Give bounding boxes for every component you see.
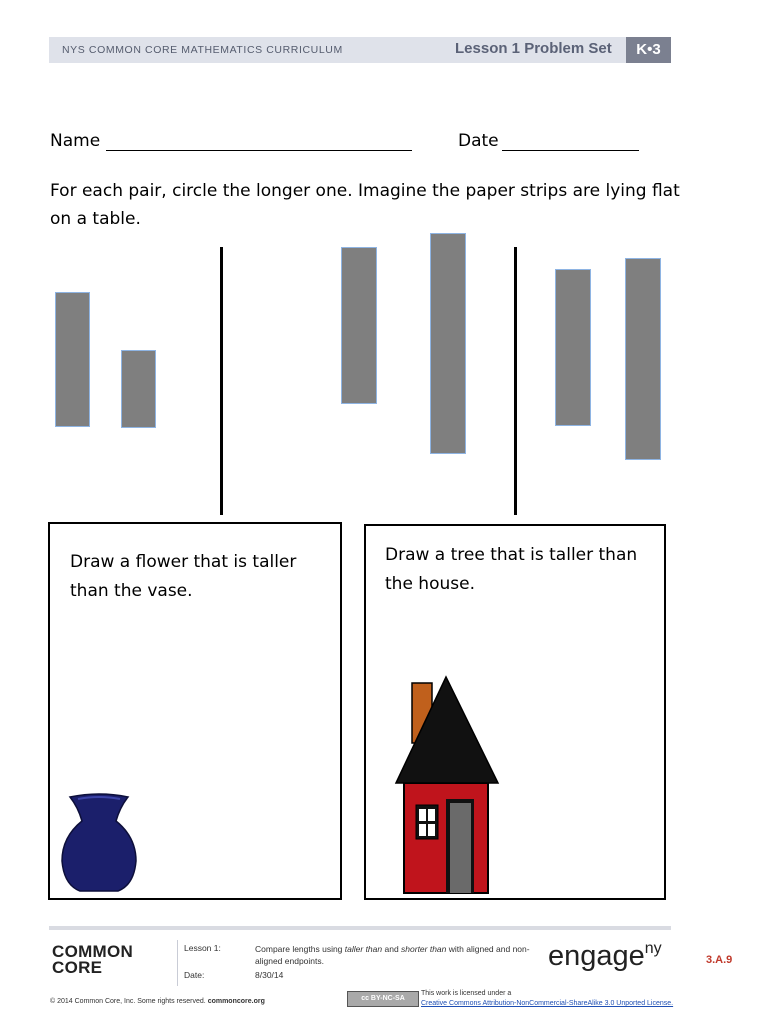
grade-badge: K•3 <box>626 37 671 63</box>
common-core-logo: COMMON CORE <box>52 942 134 977</box>
flower-prompt: Draw a flower that is taller than the vase. <box>70 552 297 601</box>
page-code: 3.A.9 <box>706 954 733 966</box>
license-link[interactable]: Creative Commons Attribution-NonCommercial-ShareAlike 3.0 Unported License. <box>421 1000 674 1007</box>
date-field[interactable] <box>502 150 639 151</box>
lesson-description: Compare lengths using taller than and shorter than with aligned and non-aligned endpoints. <box>255 944 530 966</box>
vase-icon <box>62 794 136 891</box>
strip-pair1-a[interactable] <box>55 292 90 427</box>
copyright: © 2014 Common Core, Inc. Some rights reserved. commoncore.org <box>50 998 265 1005</box>
divider-line <box>514 247 517 515</box>
strip-pair2-a[interactable] <box>341 247 377 404</box>
divider-line <box>220 247 223 515</box>
footer-rule <box>49 926 671 930</box>
tree-prompt: Draw a tree that is taller than the house. <box>385 545 638 594</box>
cc-license-badge[interactable]: cc BY-NC-SA <box>347 991 419 1007</box>
strip-pair3-b[interactable] <box>625 258 661 460</box>
date-label: Date <box>458 131 499 151</box>
curriculum-title: NYS COMMON CORE MATHEMATICS CURRICULUM <box>62 44 343 56</box>
footer-divider <box>177 940 178 986</box>
house-illustration <box>394 675 506 897</box>
footer-date-value: 8/30/14 <box>255 970 284 980</box>
license-text: This work is licensed under a Creative Commons Attribution-NonCommercial-ShareAlike 3.0 Unported License. <box>421 990 674 1007</box>
lesson-title: Lesson 1 Problem Set <box>455 40 612 57</box>
footer-lesson-label: Lesson 1: <box>184 943 221 953</box>
vase-illustration <box>58 793 140 893</box>
engageny-logo: engage$^{ny}$ <box>548 940 662 972</box>
strip-pair1-b[interactable] <box>121 350 156 428</box>
strip-pair2-b[interactable] <box>430 233 466 454</box>
name-field[interactable] <box>106 150 412 151</box>
strip-pair3-a[interactable] <box>555 269 591 426</box>
instructions: For each pair, circle the longer one. Imagine the paper strips are lying flat on a table. <box>50 181 680 229</box>
footer-date-label: Date: <box>184 970 205 980</box>
name-label: Name <box>50 131 101 151</box>
